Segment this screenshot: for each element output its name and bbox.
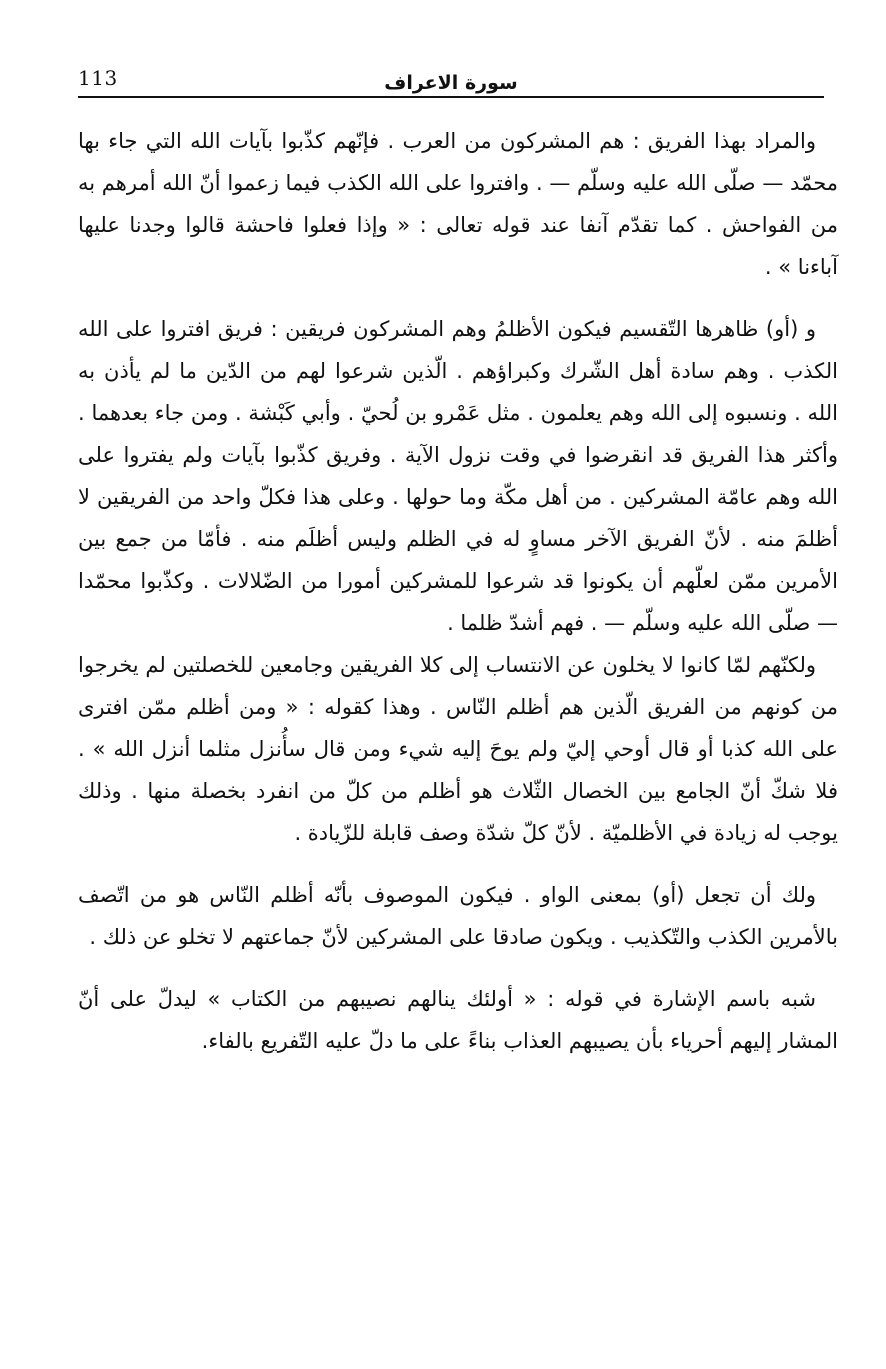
paragraph-1: والمراد بهذا الفريق : هم المشركون من العرب . فإنّهم كذّبوا بآيات الله التي جاء بها محمّد — صلّى الله عليه وسلّم — . وافتروا على الله الكذب فيما زعموا أنّ الله أمرهم به من الفواحش . كما تقدّم آنفا عند قوله تعالى : « وإذا فعلوا فاحشة قالوا وجدنا عليها آباءنا » . [78, 129, 838, 279]
paragraph-2: و (أو) ظاهرها التّقسيم فيكون الأظلمُ وهم المشركون فريقين : فريق افتروا على الله الكذب . وهم سادة أهل الشّرك وكبراؤهم . الّذين شرعوا لهم من الدّين ما لم يأذن به الله . ونسبوه إلى الله وهم يعلمون . مثل عَمْرو بن لُحيّ . وأبي كَبْشة . ومن جاء بعدهما . وأكثر هذا الفريق قد انقرضوا في وقت نزول الآية . وفريق كذّبوا بآيات ولم يفتروا على الله وهم عامّة المشركين . من أهل مكّة وما حولها . وعلى هذا فكلّ واحد من الفريقين لا أظلمَ منه . لأنّ الفريق الآخر مساوٍ له في الظلم وليس أظلَم منه . فأمّا من جمع بين الأمرين ممّن لعلّهم أن يكونوا قد شرعوا للمشركين أمورا من الضّلالات . وكذّبوا محمّدا — صلّى الله عليه وسلّم — . فهم أشدّ ظلما . [78, 317, 838, 635]
header-rule [78, 96, 824, 98]
paragraph-5: شبه باسم الإشارة في قوله : « أولئك ينالهم نصيبهم من الكتاب » ليدلّ على أنّ المشار إليهم أحرياء بأن يصيبهم العذاب بناءً على ما دلّ عليه التّفريع بالفاء. [78, 987, 838, 1053]
body-text [78, 120, 838, 1082]
paragraph-3: ولكنّهم لمّا كانوا لا يخلون عن الانتساب إلى كلا الفريقين وجامعين للخصلتين لم يخرجوا من كونهم من الفريق الّذين هم أظلم النّاس . وهذا كقوله : « ومن أظلم ممّن افترى على الله كذبا أو قال أوحي إليّ ولم يوحَ إليه شيء ومن قال سأُنزل مثلما أنزل الله » . فلا شكّ أنّ الجامع بين الخصال الثّلاث هو أظلم من كلّ من انفرد بخصلة منها . وذلك يوجب له زيادة في الأظلميّة . لأنّ كلّ شدّة وصف قابلة للزّيادة . [78, 653, 838, 845]
page-header [78, 62, 824, 98]
running-title: سورة الاعراف [384, 72, 518, 94]
paragraph-4: ولك أن تجعل (أو) بمعنى الواو . فيكون الموصوف بأنّه أظلم النّاس هو من اتّصف بالأمرين الكذب والتّكذيب . ويكون صادقا على المشركين لأنّ جماعتهم لا تخلو عن ذلك . [78, 883, 838, 949]
page-number: 113 [78, 66, 118, 90]
